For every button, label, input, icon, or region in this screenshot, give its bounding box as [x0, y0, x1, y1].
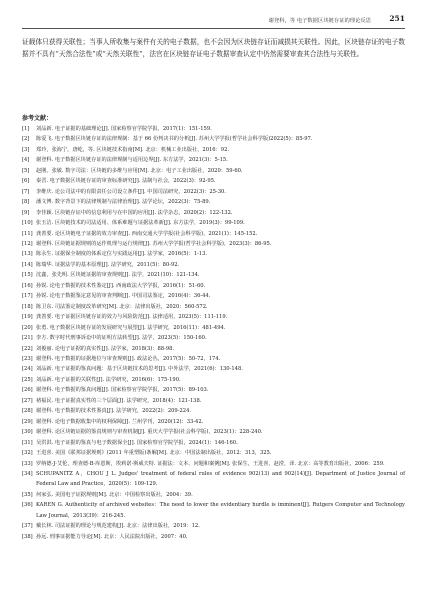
reference-item: [22, 239, 405, 249]
reference-number: [2]: [22, 136, 30, 143]
reference-item: [22, 521, 405, 531]
reference-number: [9]: [22, 209, 30, 216]
reference-item: [22, 249, 405, 259]
reference-number: [23]: [22, 355, 33, 362]
reference-number: [10]: [22, 220, 33, 227]
references-heading: 参考文献：: [22, 115, 53, 122]
reference-text: 吴洪淇. 电子证据的鉴真与电子数据保全[J]. 国家检察官学院学报，2024(1)：146-160.: [36, 439, 238, 446]
reference-item: [22, 197, 405, 207]
reference-item: [22, 459, 405, 469]
reference-number: [38]: [22, 533, 33, 540]
reference-text: 孙远. 刑事证据能力导论[M]. 北京：人民法院出版社，2007：40.: [36, 533, 188, 540]
reference-number: [5]: [22, 167, 30, 174]
reference-text: 陈爱飞. 电子数据区块链存证的法律规制：基于 66 份判决书的分析[J]. 苏州大学学报(哲学社会科学版)2022(5)：85-97.: [36, 136, 313, 143]
reference-item: [22, 417, 405, 427]
reference-item: [22, 187, 405, 197]
reference-text: 张勇. 电子数据区块链存证的发展研究与展望[J]. 法学研究，2016(11)：481-494.: [36, 324, 226, 331]
reference-text: 罗纳德·J·艾伦，理查德·B·库恩斯，埃莉诺·斯威夫特. 证据法：文本、问题和案例[M]. 张保生，王进喜，赵滢，译. 北京：高等教育出版社，2006：259.: [36, 460, 385, 467]
page-number: 251: [389, 14, 405, 23]
reference-item: [22, 124, 405, 134]
reference-text: 潘文博. 数字背景下的法律规制与法律治理[J]. 法学论坛，2022(3)：75-89.: [36, 199, 211, 206]
reference-number: [37]: [22, 523, 33, 530]
reference-number: [21]: [22, 335, 33, 342]
reference-number: [24]: [22, 366, 33, 373]
reference-item: [22, 375, 405, 385]
reference-item: [22, 229, 405, 239]
reference-number: [4]: [22, 157, 30, 164]
reference-item: [22, 385, 405, 395]
reference-number: [20]: [22, 324, 33, 331]
reference-text: 谢登科. 电子数据区块链存证的法律规制与适用边界[J]. 东方法学，2021(3)：5-15.: [36, 157, 228, 164]
reference-number: [28]: [22, 408, 33, 415]
reference-text: 褚福民. 电子证据真实性的三个层面[J]. 法学研究，2018(4)：121-138.: [36, 397, 202, 404]
reference-number: [3]: [22, 146, 30, 153]
reference-number: [19]: [22, 314, 33, 321]
reference-text: 戴长林. 司法证据的理论与规范建构[J]. 北京：法律出版社，2019：12.: [36, 523, 200, 530]
body-paragraph: 证载体只获得关联性；当事人所收集与案件有关的电子数据，也不会因为区块链存证而减损其关联性。因此，区块链存证的电子数据并不具有“天然合法性”或“天然关联性”，法官在区块链存证电子数据审查认定中仍然需要审查其合法性与关联性。: [22, 38, 405, 59]
reference-text: 孙锐. 论电子数据的技术性鉴定[J]. 西南政法大学学报，2016(1)：51-60.: [36, 282, 206, 289]
reference-item: [22, 364, 405, 374]
reference-text: 秦晋. 电子数据区块链存证的审查标准研究[J]. 法制与社会，2022(3)：92-95.: [36, 178, 216, 185]
reference-text: 陈卫东. 司法鉴定制度改革研究[M]. 北京：法律出版社，2020：560-572.: [36, 303, 208, 310]
reference-item: [22, 396, 405, 406]
reference-number: [18]: [22, 303, 33, 310]
reference-item: [22, 427, 405, 437]
reference-item: [22, 406, 405, 416]
reference-item: [22, 270, 405, 280]
reference-text: 龚善要. 电子证据区块链存证的效力与风险防范[J]. 法律适用，2023(5)：111-119.: [36, 314, 228, 321]
reference-item: [22, 302, 405, 312]
reference-number: [25]: [22, 376, 33, 383]
reference-number: [22]: [22, 345, 33, 352]
reference-item: [22, 500, 405, 521]
reference-number: [12]: [22, 240, 33, 247]
reference-text: 谢登科. 电子数据的证据地位与审查规则[J]. 政法论丛，2017(5)：50-72，174.: [36, 355, 221, 362]
reference-text: 沈鑫，张先明. 区块链证据的审查规则[J]. 法学，2021(10)：121-134.: [36, 272, 200, 279]
reference-number: [16]: [22, 282, 33, 289]
reference-text: 谢登科. 电子数据的鉴真问题[J]. 国家检察官学院学报，2017(5)：89-103.: [36, 387, 209, 394]
reference-text: 郑玲，张海宁，唐屹，等. 区块链技术指南[M]. 北京：机械工业出版社，2016：92.: [36, 146, 230, 153]
reference-item: [22, 469, 405, 490]
reference-text: 谢登科. 区块链证据规则的运作机理与运行规律[J]. 苏州大学学报(哲学社会科学版)，2023(3)：86-95.: [36, 240, 272, 247]
reference-text: 谢登科. 论区块链证据的鉴真规则与审查机制[J]. 重庆大学学报(社会科学版)，2023(1)：228-240.: [36, 429, 263, 436]
reference-text: 刘品新. 电子证据的鉴真问题：基于区块链技术的思考[J]. 中外法学，2021(6)：130-148.: [36, 366, 243, 373]
reference-item: [22, 344, 405, 354]
reference-number: [11]: [22, 230, 33, 237]
reference-number: [13]: [22, 251, 33, 258]
reference-item: [22, 333, 405, 343]
reference-number: [1]: [22, 126, 30, 132]
reference-number: [30]: [22, 429, 33, 436]
reference-item: [22, 323, 405, 333]
reference-item: [22, 218, 405, 228]
reference-item: [22, 134, 405, 144]
reference-number: [32]: [22, 450, 33, 457]
reference-text: 刘品新. 电子证据的基础理论[J]. 国家检察官学院学报，2017(1)：151-159.: [36, 126, 212, 132]
reference-text: 谢登科. 电子数据的技术性鉴真[J]. 法学研究，2022(2)：209-224.: [36, 408, 192, 415]
reference-item: [22, 260, 405, 270]
reference-list: [22, 124, 405, 542]
reference-text: 何家弘. 美国电子证据规则[M]. 北京：中国检察出版社，2004：39.: [36, 491, 193, 498]
reference-number: [6]: [22, 178, 30, 185]
reference-number: [33]: [22, 460, 33, 467]
reference-number: [14]: [22, 261, 33, 268]
reference-text: 李佳颖. 区块链存证中的信息利用与在中国的应用[J]. 法学杂志，2020(2)：122-132.: [36, 209, 233, 216]
reference-text: 龚善要. 论区块链电子证据的效力审查[J]. 西南交通大学学报(社会科学版)，2021(1)：145-152.: [36, 230, 258, 237]
reference-item: [22, 155, 405, 165]
reference-text: 张玉洁. 区块链技术的司法适用、体系难题与证据法革新[J]. 东方法学，2019(3)：99-109.: [36, 220, 245, 227]
reference-number: [29]: [22, 418, 33, 425]
reference-text: 孙锐. 论电子数据鉴定意见的审查判断[J]. 中国司法鉴定，2016(4)：36-44.: [36, 293, 211, 300]
reference-number: [7]: [22, 188, 30, 195]
reference-number: [17]: [22, 293, 33, 300]
reference-number: [27]: [22, 397, 33, 404]
reference-number: [35]: [22, 491, 33, 498]
reference-item: [22, 145, 405, 155]
reference-item: [22, 176, 405, 186]
reference-text: 李维庆. 论公司法中的有限责任公司设立条件[J]. 中国司法研究，2022(3)：25-30.: [36, 188, 226, 195]
reference-item: [22, 438, 405, 448]
reference-number: [34]: [22, 470, 33, 477]
reference-text: 陈永生. 证据保全制度的体系定位与实践运用[J]. 法学家，2016(5)：1-13.: [36, 251, 208, 258]
reference-number: [26]: [22, 387, 33, 394]
reference-text: KAREN G. Authenticity of archived websites：The need to lower the evidentiary hurdle is imminent[J]. Rutgers Computer and Technology Law Journal，2013(39)：216-245.: [36, 502, 405, 519]
reference-item: [22, 166, 405, 176]
reference-text: 谢登科. 论电子数据收集中的权利保障[J]. 兰州学刊，2020(12)：33-42.: [36, 418, 204, 425]
reference-item: [22, 490, 405, 500]
reference-text: 王进喜. 美国《联邦证据规则》(2011 年重塑版)条解[M]. 北京：中国法制出版社，2012：313，325.: [36, 450, 272, 457]
reference-number: [15]: [22, 272, 33, 279]
reference-item: [22, 354, 405, 364]
reference-number: [36]: [22, 502, 33, 509]
reference-text: SCHUPANITZ A，CHOU J L. Judges' treatment of federal rules of evidence 902(13) and 902(14)[J]. Department of Justice Journal of Federal Law and Practice，2020(5)：109-129.: [36, 470, 405, 488]
reference-item: [22, 532, 405, 542]
reference-item: [22, 291, 405, 301]
reference-item: [22, 208, 405, 218]
reference-number: [8]: [22, 199, 30, 206]
running-header: [22, 14, 405, 29]
reference-number: [31]: [22, 439, 33, 446]
reference-text: 刘俊丽. 论电子证据的真实性[J]. 法学家，2018(3)：88-98.: [36, 345, 175, 352]
reference-text: 陈瑞华. 证据法学的基本原理[J]. 法学研究，2011(5)：80-92.: [36, 261, 180, 268]
reference-item: [22, 281, 405, 291]
reference-text: 赵刚，张敏. 数字司法：区块链的多维与应用[M]. 北京：电子工业出版社，2020：59-60.: [36, 167, 243, 174]
reference-text: 李方. 数字时代刑事诉讼中的证明方法转型[J]. 法学，2023(5)：150-160.: [36, 335, 207, 342]
reference-item: [22, 448, 405, 458]
reference-text: 刘品新. 电子证据的关联性[J]. 法学研究，2016(6)：175-190.: [36, 376, 181, 383]
running-title: 谢登科，等 电子数据区块链存证的理论反思: [268, 18, 371, 24]
reference-item: [22, 312, 405, 322]
